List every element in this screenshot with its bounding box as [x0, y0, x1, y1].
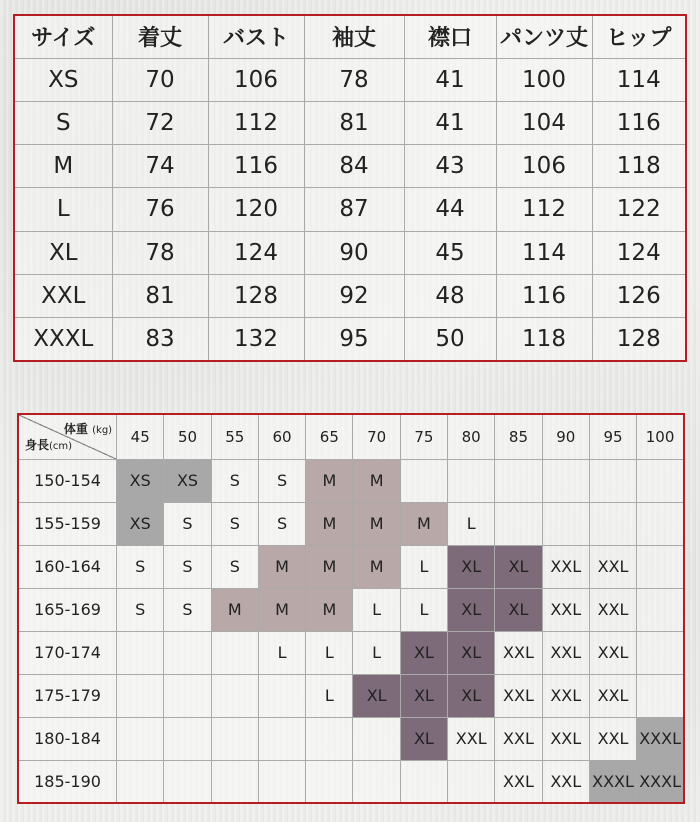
chart-corner-cell [18, 414, 117, 459]
size-recommendation-cell [400, 760, 447, 803]
size-header-cell: 襟口 [404, 15, 496, 58]
weight-size-chart [17, 413, 685, 804]
size-recommendation-cell: M [306, 545, 353, 588]
weight-header-cell: 45 [117, 414, 164, 459]
size-header-cell: バスト [208, 15, 304, 58]
size-recommendation-cell: XL [400, 674, 447, 717]
size-recommendation-cell [306, 717, 353, 760]
size-recommendation-cell: M [353, 545, 400, 588]
size-recommendation-cell: XXL [589, 717, 636, 760]
size-recommendation-cell [117, 717, 164, 760]
size-value-cell: 100 [496, 58, 592, 101]
size-recommendation-cell [495, 459, 542, 502]
size-recommendation-cell: XS [117, 459, 164, 502]
size-recommendation-cell: XL [448, 588, 495, 631]
size-recommendation-cell [164, 631, 211, 674]
size-label-cell: L [14, 188, 112, 231]
size-value-cell: 120 [208, 188, 304, 231]
size-recommendation-cell: XXXL [589, 760, 636, 803]
height-range-cell: 170-174 [18, 631, 117, 674]
size-value-cell: 122 [592, 188, 686, 231]
size-row [14, 101, 686, 144]
size-recommendation-cell: M [353, 459, 400, 502]
size-recommendation-cell: XXL [589, 674, 636, 717]
size-value-cell: 118 [496, 318, 592, 361]
size-recommendation-cell: XXL [495, 760, 542, 803]
size-recommendation-cell: M [306, 502, 353, 545]
size-table [13, 14, 687, 362]
size-value-cell: 81 [304, 101, 404, 144]
size-value-cell: 124 [208, 231, 304, 274]
size-recommendation-cell: XXL [448, 717, 495, 760]
size-row [14, 145, 686, 188]
size-value-cell: 72 [112, 101, 208, 144]
size-value-cell: 76 [112, 188, 208, 231]
size-recommendation-cell: XXL [542, 717, 589, 760]
size-recommendation-cell: S [211, 459, 258, 502]
size-recommendation-cell: S [164, 502, 211, 545]
size-recommendation-cell [306, 760, 353, 803]
size-recommendation-cell: L [258, 631, 305, 674]
height-row [18, 502, 684, 545]
size-value-cell: 84 [304, 145, 404, 188]
size-header-cell: サイズ [14, 15, 112, 58]
size-recommendation-cell: XXL [542, 760, 589, 803]
size-recommendation-cell [637, 545, 684, 588]
size-recommendation-cell [164, 760, 211, 803]
size-recommendation-cell: XXXL [637, 760, 684, 803]
size-recommendation-cell [448, 459, 495, 502]
size-recommendation-cell [117, 760, 164, 803]
size-value-cell: 118 [592, 145, 686, 188]
height-row [18, 760, 684, 803]
size-recommendation-cell [258, 760, 305, 803]
size-recommendation-cell: XXXL [637, 717, 684, 760]
size-row [14, 318, 686, 361]
size-value-cell: 106 [496, 145, 592, 188]
size-label-cell: XS [14, 58, 112, 101]
weight-header-cell: 85 [495, 414, 542, 459]
size-recommendation-cell: S [258, 502, 305, 545]
size-recommendation-cell: XXL [495, 717, 542, 760]
height-row [18, 588, 684, 631]
size-recommendation-cell: XL [448, 631, 495, 674]
size-row [14, 188, 686, 231]
size-recommendation-cell: S [117, 545, 164, 588]
height-row [18, 674, 684, 717]
size-recommendation-cell [542, 502, 589, 545]
size-recommendation-cell: M [306, 588, 353, 631]
size-recommendation-cell: S [117, 588, 164, 631]
size-value-cell: 95 [304, 318, 404, 361]
size-value-cell: 74 [112, 145, 208, 188]
height-range-cell: 155-159 [18, 502, 117, 545]
weight-header-cell: 80 [448, 414, 495, 459]
size-label-cell: S [14, 101, 112, 144]
size-value-cell: 116 [592, 101, 686, 144]
size-label-cell: XXXL [14, 318, 112, 361]
size-value-cell: 114 [496, 231, 592, 274]
height-range-cell: 160-164 [18, 545, 117, 588]
size-value-cell: 43 [404, 145, 496, 188]
size-recommendation-cell: M [258, 545, 305, 588]
weight-chart-body [18, 414, 684, 803]
size-recommendation-cell: M [353, 502, 400, 545]
height-row [18, 545, 684, 588]
size-recommendation-cell [211, 631, 258, 674]
size-recommendation-cell: XL [448, 545, 495, 588]
size-recommendation-cell: XXL [542, 631, 589, 674]
size-recommendation-cell: S [211, 502, 258, 545]
size-recommendation-cell [353, 760, 400, 803]
size-value-cell: 124 [592, 231, 686, 274]
size-recommendation-cell [211, 760, 258, 803]
size-value-cell: 81 [112, 274, 208, 317]
size-recommendation-cell: M [211, 588, 258, 631]
weight-header-row [18, 414, 684, 459]
size-value-cell: 128 [208, 274, 304, 317]
size-recommendation-cell: XXL [589, 545, 636, 588]
size-recommendation-cell: XL [448, 674, 495, 717]
size-recommendation-cell: M [306, 459, 353, 502]
size-recommendation-cell: L [448, 502, 495, 545]
height-range-cell: 165-169 [18, 588, 117, 631]
weight-header-cell: 70 [353, 414, 400, 459]
size-recommendation-cell: XXL [589, 631, 636, 674]
size-table-header-row [14, 15, 686, 58]
size-recommendation-cell [258, 674, 305, 717]
size-recommendation-cell [400, 459, 447, 502]
size-recommendation-cell: M [400, 502, 447, 545]
size-value-cell: 92 [304, 274, 404, 317]
size-label-cell: XXL [14, 274, 112, 317]
weight-header-cell: 90 [542, 414, 589, 459]
size-recommendation-cell [589, 459, 636, 502]
size-recommendation-cell: S [164, 588, 211, 631]
size-recommendation-cell: XXL [495, 674, 542, 717]
size-value-cell: 106 [208, 58, 304, 101]
size-recommendation-cell: L [306, 631, 353, 674]
size-recommendation-cell [495, 502, 542, 545]
weight-unit: (kg) [92, 425, 113, 436]
size-row [14, 274, 686, 317]
size-recommendation-cell: XS [117, 502, 164, 545]
size-recommendation-cell: XL [495, 588, 542, 631]
size-recommendation-cell: XXL [495, 631, 542, 674]
size-header-cell: 袖丈 [304, 15, 404, 58]
size-value-cell: 41 [404, 58, 496, 101]
size-row [14, 58, 686, 101]
size-header-cell: ヒップ [592, 15, 686, 58]
size-recommendation-cell: S [164, 545, 211, 588]
size-recommendation-cell [211, 674, 258, 717]
size-value-cell: 104 [496, 101, 592, 144]
size-header-cell: パンツ丈 [496, 15, 592, 58]
size-value-cell: 41 [404, 101, 496, 144]
size-recommendation-cell [542, 459, 589, 502]
size-value-cell: 116 [496, 274, 592, 317]
size-recommendation-cell: XL [495, 545, 542, 588]
weight-axis-label [64, 420, 112, 437]
size-value-cell: 112 [496, 188, 592, 231]
size-recommendation-cell [164, 674, 211, 717]
size-recommendation-cell: L [306, 674, 353, 717]
size-value-cell: 44 [404, 188, 496, 231]
size-recommendation-cell: XXL [589, 588, 636, 631]
size-recommendation-cell [637, 631, 684, 674]
size-recommendation-cell: XL [400, 717, 447, 760]
size-recommendation-cell [117, 631, 164, 674]
size-recommendation-cell [448, 760, 495, 803]
size-value-cell: 87 [304, 188, 404, 231]
size-recommendation-cell: L [353, 631, 400, 674]
weight-header-cell: 95 [589, 414, 636, 459]
size-recommendation-cell [353, 717, 400, 760]
size-table-header [14, 15, 686, 58]
weight-header-cell: 100 [637, 414, 684, 459]
size-value-cell: 50 [404, 318, 496, 361]
size-recommendation-cell: XXL [542, 674, 589, 717]
size-value-cell: 83 [112, 318, 208, 361]
weight-header-cell: 50 [164, 414, 211, 459]
size-recommendation-cell [637, 502, 684, 545]
size-recommendation-cell: XS [164, 459, 211, 502]
size-recommendation-cell [117, 674, 164, 717]
size-recommendation-cell: XL [400, 631, 447, 674]
size-recommendation-cell: L [400, 545, 447, 588]
size-recommendation-cell: XL [353, 674, 400, 717]
height-row [18, 459, 684, 502]
weight-header-cell: 65 [306, 414, 353, 459]
size-recommendation-cell [258, 717, 305, 760]
size-recommendation-cell [589, 502, 636, 545]
size-table-body [14, 58, 686, 361]
size-row [14, 231, 686, 274]
height-label: 身長 [25, 437, 50, 452]
height-unit: (cm) [49, 440, 73, 452]
size-header-cell: 着丈 [112, 15, 208, 58]
size-recommendation-cell: L [400, 588, 447, 631]
weight-header-cell: 60 [258, 414, 305, 459]
height-axis-label [25, 436, 72, 453]
size-recommendation-cell [164, 717, 211, 760]
size-label-cell: XL [14, 231, 112, 274]
height-range-cell: 175-179 [18, 674, 117, 717]
size-recommendation-cell: XXL [542, 588, 589, 631]
size-value-cell: 45 [404, 231, 496, 274]
height-row [18, 717, 684, 760]
weight-header-cell: 55 [211, 414, 258, 459]
size-recommendation-cell [637, 674, 684, 717]
size-recommendation-cell: M [258, 588, 305, 631]
size-recommendation-cell: S [211, 545, 258, 588]
size-value-cell: 70 [112, 58, 208, 101]
size-value-cell: 114 [592, 58, 686, 101]
size-label-cell: M [14, 145, 112, 188]
size-value-cell: 48 [404, 274, 496, 317]
size-value-cell: 90 [304, 231, 404, 274]
height-row [18, 631, 684, 674]
height-range-cell: 180-184 [18, 717, 117, 760]
size-value-cell: 78 [304, 58, 404, 101]
size-value-cell: 78 [112, 231, 208, 274]
size-recommendation-cell: XXL [542, 545, 589, 588]
height-range-cell: 150-154 [18, 459, 117, 502]
size-value-cell: 132 [208, 318, 304, 361]
height-range-cell: 185-190 [18, 760, 117, 803]
size-value-cell: 128 [592, 318, 686, 361]
size-value-cell: 126 [592, 274, 686, 317]
size-value-cell: 116 [208, 145, 304, 188]
weight-header-cell: 75 [400, 414, 447, 459]
size-recommendation-cell [211, 717, 258, 760]
size-recommendation-cell [637, 588, 684, 631]
size-recommendation-cell: S [258, 459, 305, 502]
size-recommendation-cell [637, 459, 684, 502]
size-recommendation-cell: L [353, 588, 400, 631]
size-value-cell: 112 [208, 101, 304, 144]
weight-label: 体重 [63, 422, 88, 436]
